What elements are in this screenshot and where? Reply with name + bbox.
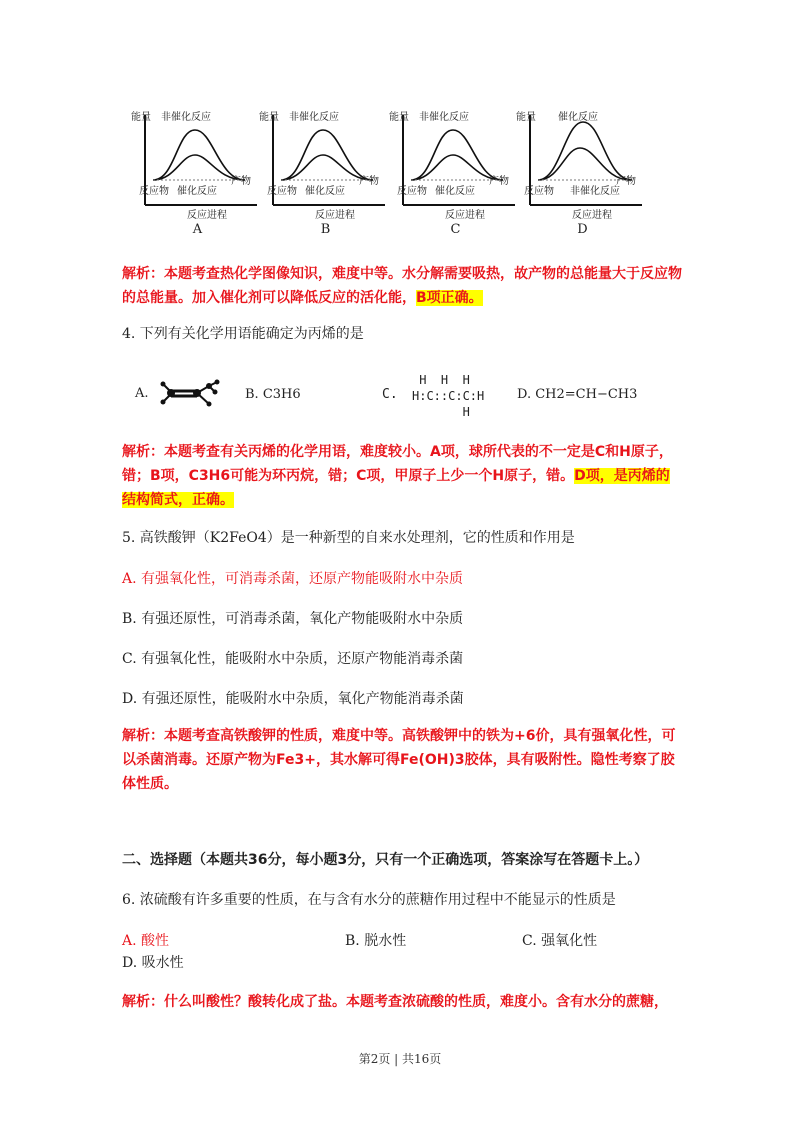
q4-option-b	[245, 387, 301, 402]
product-label: 产物	[489, 176, 509, 187]
electron-dot-formula: H H H H:C::C:C:H H	[412, 373, 485, 419]
diagram-caption: A	[192, 222, 203, 237]
q3-analysis-text: 解析：本题考查热化学图像知识，难度中等。水分解需要吸热，故产物的总能量大于反应物的总能量。加入催化剂可以降低反应的活化能，	[122, 266, 682, 306]
q6-option-b: B. 脱水性	[345, 933, 407, 949]
page-footer: 第2页 | 共16页	[358, 1052, 442, 1066]
diagram-caption: D	[577, 222, 588, 237]
bottom-curve-label: 催化反应	[177, 186, 217, 197]
ylabel: 能量	[516, 112, 536, 123]
q4-option-c	[382, 372, 492, 419]
energy-diagram-d	[516, 100, 645, 242]
q4-option-a	[135, 380, 225, 410]
reactant-label: 反应物	[267, 186, 297, 197]
q4-analysis-text: 解析：本题考查有关丙烯的化学用语，难度较小。A项，球所代表的不一定是C和H原子，错；B项，C3H6可能为环丙烷，错；C项，甲原子上少一个H原子，错。	[122, 444, 673, 484]
xlabel: 反应进程	[572, 210, 612, 221]
energy-diagram-b	[259, 100, 388, 242]
bottom-curve-label: 催化反应	[435, 186, 475, 197]
top-curve-label: 非催化反应	[419, 112, 469, 123]
q6-analysis: 解析：什么叫酸性？酸转化成了盐。本题考查浓硫酸的性质，难度小。含有水分的蔗糖，	[122, 994, 668, 1010]
xlabel: 反应进程	[315, 210, 355, 221]
q4-option-d-text: D. CH2=CH−CH3	[517, 387, 638, 402]
ylabel: 能量	[131, 112, 151, 123]
q6-option-a: A. 酸性	[122, 933, 170, 949]
q3-answer-highlight: B项正确。	[416, 290, 483, 306]
top-curve-label: 催化反应	[558, 112, 598, 123]
q4-option-b-text: B. C3H6	[245, 387, 301, 402]
q5-option-d: D. 有强还原性，能吸附水中杂质，氧化产物能消毒杀菌	[122, 691, 464, 707]
xlabel: 反应进程	[187, 210, 227, 221]
product-label: 产物	[616, 176, 636, 187]
top-curve-label: 非催化反应	[161, 112, 211, 123]
ylabel: 能量	[389, 112, 409, 123]
energy-diagram-c	[389, 100, 518, 242]
q5-option-c: C. 有强氧化性，能吸附水中杂质，还原产物能消毒杀菌	[122, 651, 464, 667]
q3-analysis	[122, 262, 682, 310]
reactant-label: 反应物	[397, 186, 427, 197]
q4-analysis	[122, 440, 682, 512]
ball-stick-model-icon	[153, 376, 223, 412]
q6-option-c: C. 强氧化性	[522, 933, 598, 949]
product-label: 产物	[231, 176, 251, 187]
product-label: 产物	[359, 176, 379, 187]
reactant-label: 反应物	[139, 186, 169, 197]
diagram-caption: B	[320, 222, 331, 237]
q4-answer-highlight: D项，是丙烯的结构简式，正确。	[122, 468, 670, 508]
q6-option-d: D. 吸水性	[122, 955, 184, 971]
q4-option-c-label: C.	[382, 387, 398, 402]
diagram-caption: C	[450, 222, 461, 237]
top-curve-label: 非催化反应	[289, 112, 339, 123]
energy-diagram-a	[131, 100, 260, 242]
q6-stem: 6. 浓硫酸有许多重要的性质，在与含有水分的蔗糖作用过程中不能显示的性质是	[122, 892, 616, 908]
q4-option-a-label: A.	[135, 386, 149, 401]
q5-analysis: 解析：本题考查高铁酸钾的性质，难度中等。高铁酸钾中的铁为+6价，具有强氧化性，可以杀菌消毒。还原产物为Fe3+，其水解可得Fe(OH)3胶体，具有吸附性。隐性考察了胶体性质。	[122, 728, 676, 792]
bottom-curve-label: 非催化反应	[570, 186, 620, 197]
ylabel: 能量	[259, 112, 279, 123]
reactant-label: 反应物	[524, 186, 554, 197]
q5-stem: 5. 高铁酸钾（K2FeO4）是一种新型的自来水处理剂，它的性质和作用是	[122, 530, 575, 546]
section-2-heading: 二、选择题（本题共36分，每小题3分，只有一个正确选项，答案涂写在答题卡上。）	[122, 852, 649, 868]
q4-option-d	[517, 387, 637, 402]
q4-stem: 4. 下列有关化学用语能确定为丙烯的是	[122, 326, 364, 342]
xlabel: 反应进程	[445, 210, 485, 221]
bottom-curve-label: 催化反应	[305, 186, 345, 197]
q5-option-b: B. 有强还原性，可消毒杀菌，氧化产物能吸附水中杂质	[122, 611, 464, 627]
q5-option-a: A. 有强氧化性，可消毒杀菌，还原产物能吸附水中杂质	[122, 571, 464, 587]
